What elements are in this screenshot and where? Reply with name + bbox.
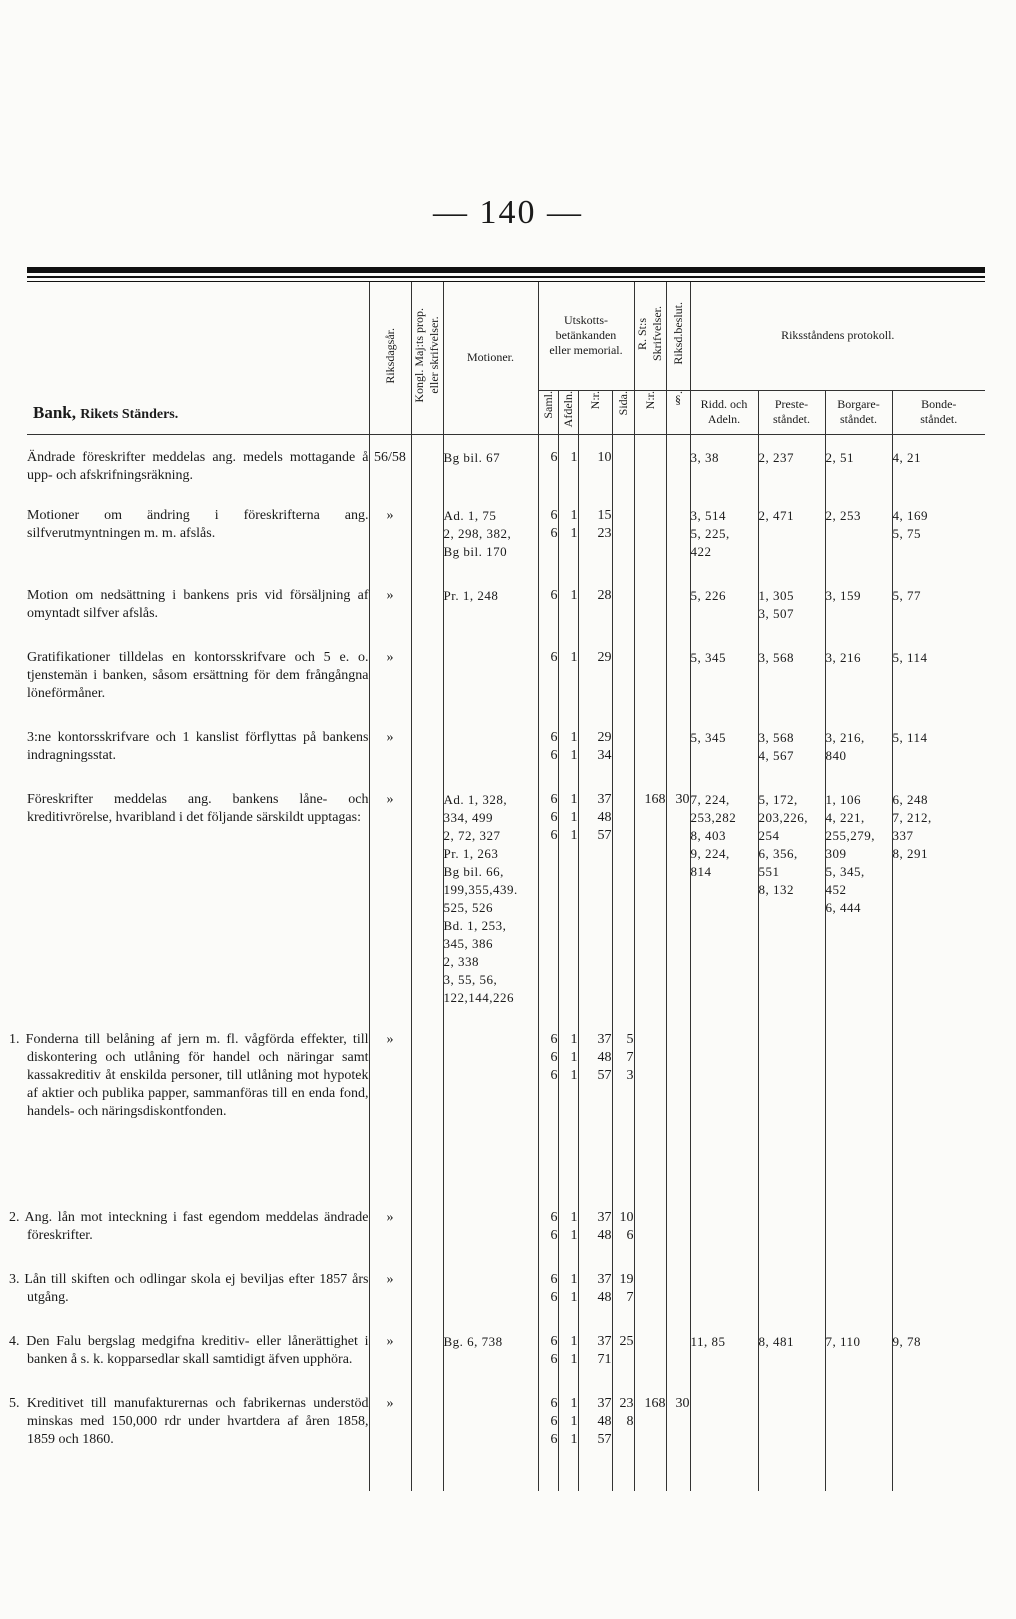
- header-s: §.: [666, 390, 690, 434]
- table-row: [27, 507, 985, 565]
- header-protokoll: Riksståndens protokoll.: [690, 282, 985, 390]
- header-borg: Borgare- ståndet.: [825, 390, 892, 434]
- cell-prest: 1, 305 3, 507: [758, 587, 825, 627]
- cell-s: [666, 729, 690, 769]
- cell-prest: [758, 1031, 825, 1187]
- cell-ridd: [690, 1209, 758, 1249]
- cell-topic: Motion om nedsättning i bankens pris vid försäljning af omyntadt silfver afslås.: [27, 587, 369, 621]
- cell-kongl: [411, 1209, 443, 1249]
- cell-bonde: 5, 114: [892, 729, 985, 769]
- cell-nr: 37 71: [578, 1333, 612, 1373]
- cell-borg: 3, 159: [825, 587, 892, 627]
- header-saml: Saml.: [538, 390, 558, 434]
- cell-mot: Bg. 6, 738: [443, 1333, 538, 1373]
- cell-ridd: [690, 1395, 758, 1473]
- table-row: [27, 1271, 985, 1311]
- cell-rnr: [634, 587, 666, 627]
- cell-year: »: [369, 649, 411, 707]
- cell-topic: 4. Den Falu bergslag medgifna kreditiv- eller lånerättighet i banken å s. k. kopparsedlar skall samtidigt äfven upphöra.: [9, 1333, 369, 1367]
- table-row: [27, 587, 985, 627]
- cell-nr: 29: [578, 649, 612, 707]
- cell-mot: [443, 1271, 538, 1311]
- cell-prest: [758, 1209, 825, 1249]
- header-rsts: R. St:s Skrifvelser.: [634, 282, 666, 390]
- table-row: [27, 649, 985, 707]
- cell-ridd: 5, 345: [690, 729, 758, 769]
- cell-sida: [612, 449, 634, 485]
- cell-topic: 5. Kreditivet till manufakturernas och fabrikernas understöd minskas med 150,000 rdr under hvartdera af åren 1858, 1859 och 1860.: [9, 1395, 369, 1447]
- header-rule-thin: [27, 276, 985, 278]
- cell-afd: 1 1 1: [558, 791, 578, 1009]
- cell-afd: 1: [558, 449, 578, 485]
- cell-nr: 37 48 57: [578, 1031, 612, 1187]
- cell-ridd: 5, 345: [690, 649, 758, 707]
- section-subtitle: Rikets Ständers.: [80, 406, 179, 422]
- table-row: [27, 1395, 985, 1473]
- cell-year: »: [369, 1395, 411, 1473]
- cell-topic: Motioner om ändring i föreskrifterna ang. silfverutmyntningen m. m. afslås.: [27, 507, 369, 541]
- cell-sida: 10 6: [612, 1209, 634, 1249]
- cell-topic: Ändrade föreskrifter meddelas ang. medels mottagande å upp- och afskrifningsräkning.: [27, 449, 369, 483]
- cell-prest: 3, 568 4, 567: [758, 729, 825, 769]
- section-heading: [27, 282, 369, 434]
- cell-s: [666, 1209, 690, 1249]
- cell-rnr: [634, 449, 666, 485]
- cell-ridd: 7, 224, 253,282 8, 403 9, 224, 814: [690, 791, 758, 1009]
- cell-rnr: [634, 1031, 666, 1187]
- cell-kongl: [411, 507, 443, 565]
- cell-ridd: 5, 226: [690, 587, 758, 627]
- cell-bonde: 5, 77: [892, 587, 985, 627]
- cell-kongl: [411, 449, 443, 485]
- cell-saml: 6 6: [538, 1333, 558, 1373]
- cell-afd: 1 1: [558, 729, 578, 769]
- table-row: [27, 791, 985, 1009]
- cell-saml: 6 6: [538, 729, 558, 769]
- table-row: [27, 1209, 985, 1249]
- table-row: [27, 729, 985, 769]
- cell-nr: 10: [578, 449, 612, 485]
- cell-afd: 1: [558, 649, 578, 707]
- header-riksdagsar: Riksdagsår.: [369, 282, 411, 434]
- cell-sida: 19 7: [612, 1271, 634, 1311]
- table-row: [27, 1333, 985, 1373]
- cell-afd: 1 1: [558, 1209, 578, 1249]
- cell-topic: 3:ne kontorsskrifvare och 1 kanslist förflyttas på bankens indragningsstat.: [27, 729, 369, 763]
- header-sida: Sida.: [612, 390, 634, 434]
- cell-nr: 37 48: [578, 1209, 612, 1249]
- cell-nr: 28: [578, 587, 612, 627]
- cell-saml: 6 6 6: [538, 1031, 558, 1187]
- cell-prest: 5, 172, 203,226, 254 6, 356, 551 8, 132: [758, 791, 825, 1009]
- cell-year: »: [369, 587, 411, 627]
- cell-year: »: [369, 791, 411, 1009]
- cell-saml: 6: [538, 649, 558, 707]
- cell-saml: 6 6: [538, 507, 558, 565]
- cell-nr: 29 34: [578, 729, 612, 769]
- cell-mot: [443, 1395, 538, 1473]
- cell-kongl: [411, 1395, 443, 1473]
- cell-ridd: [690, 1031, 758, 1187]
- cell-saml: 6: [538, 449, 558, 485]
- cell-kongl: [411, 791, 443, 1009]
- cell-bonde: 5, 114: [892, 649, 985, 707]
- table-row: [27, 1031, 985, 1187]
- cell-s: [666, 507, 690, 565]
- header-riksd-beslut: Riksd.beslut.: [666, 282, 690, 390]
- cell-rnr: 168: [634, 1395, 666, 1473]
- cell-borg: [825, 1209, 892, 1249]
- cell-year: »: [369, 1031, 411, 1187]
- cell-ridd: 3, 514 5, 225, 422: [690, 507, 758, 565]
- cell-s: [666, 649, 690, 707]
- cell-borg: [825, 1395, 892, 1473]
- cell-prest: [758, 1271, 825, 1311]
- header-nr2: N:r.: [634, 390, 666, 434]
- cell-kongl: [411, 729, 443, 769]
- cell-borg: 7, 110: [825, 1333, 892, 1373]
- cell-ridd: 11, 85: [690, 1333, 758, 1373]
- cell-year: »: [369, 1333, 411, 1373]
- cell-rnr: [634, 507, 666, 565]
- cell-bonde: [892, 1271, 985, 1311]
- header-motioner: Motioner.: [443, 282, 538, 434]
- cell-borg: [825, 1271, 892, 1311]
- cell-topic: Gratifikationer tilldelas en kontorsskrifvare och 5 e. o. tjenstemän i banken, såsom ersättning för dem frångångna löneförmåner.: [27, 649, 369, 701]
- cell-nr: 37 48 57: [578, 791, 612, 1009]
- cell-year: »: [369, 1209, 411, 1249]
- cell-saml: 6 6: [538, 1209, 558, 1249]
- cell-topic: 2. Ang. lån mot inteckning i fast egendom meddelas ändrade föreskrifter.: [9, 1209, 369, 1243]
- cell-year: »: [369, 1271, 411, 1311]
- cell-rnr: [634, 1333, 666, 1373]
- cell-sida: [612, 791, 634, 1009]
- cell-ridd: 3, 38: [690, 449, 758, 485]
- header-prest: Preste- ståndet.: [758, 390, 825, 434]
- cell-bonde: 9, 78: [892, 1333, 985, 1373]
- cell-ridd: [690, 1271, 758, 1311]
- cell-bonde: 4, 169 5, 75: [892, 507, 985, 565]
- cell-bonde: [892, 1395, 985, 1473]
- cell-nr: 37 48 57: [578, 1395, 612, 1473]
- cell-afd: 1 1: [558, 1333, 578, 1373]
- cell-s: 30: [666, 791, 690, 1009]
- cell-rnr: [634, 1271, 666, 1311]
- cell-borg: 2, 253: [825, 507, 892, 565]
- cell-nr: 37 48: [578, 1271, 612, 1311]
- cell-year: »: [369, 729, 411, 769]
- cell-mot: [443, 1031, 538, 1187]
- cell-mot: Pr. 1, 248: [443, 587, 538, 627]
- cell-rnr: [634, 649, 666, 707]
- cell-kongl: [411, 649, 443, 707]
- cell-afd: 1: [558, 587, 578, 627]
- cell-sida: [612, 587, 634, 627]
- cell-prest: 2, 237: [758, 449, 825, 485]
- cell-bonde: [892, 1209, 985, 1249]
- cell-saml: 6 6: [538, 1271, 558, 1311]
- cell-prest: 8, 481: [758, 1333, 825, 1373]
- cell-prest: 3, 568: [758, 649, 825, 707]
- cell-afd: 1 1: [558, 507, 578, 565]
- cell-bonde: [892, 1031, 985, 1187]
- cell-rnr: 168: [634, 791, 666, 1009]
- cell-kongl: [411, 1271, 443, 1311]
- cell-kongl: [411, 1031, 443, 1187]
- cell-sida: 23 8: [612, 1395, 634, 1473]
- cell-borg: 3, 216, 840: [825, 729, 892, 769]
- index-table: [9, 282, 985, 1491]
- cell-kongl: [411, 1333, 443, 1373]
- header-ridd: Ridd. och Adeln.: [690, 390, 758, 434]
- cell-sida: [612, 649, 634, 707]
- cell-afd: 1 1 1: [558, 1031, 578, 1187]
- cell-borg: [825, 1031, 892, 1187]
- header-kongl: Kongl. Maj:ts prop. eller skrifvelser.: [411, 282, 443, 434]
- cell-rnr: [634, 729, 666, 769]
- cell-nr: 15 23: [578, 507, 612, 565]
- cell-bonde: 4, 21: [892, 449, 985, 485]
- cell-sida: 25: [612, 1333, 634, 1373]
- cell-kongl: [411, 587, 443, 627]
- cell-borg: 3, 216: [825, 649, 892, 707]
- cell-mot: Bg bil. 67: [443, 449, 538, 485]
- cell-s: [666, 1031, 690, 1187]
- cell-topic: 1. Fonderna till belåning af jern m. fl. vågförda effekter, till diskontering och utlåning för handel och näringar samt kassakreditiv åt enskilda personer, till utlåning mot hypotek af aktier och publika papper, sammanföras till en enda fond, handels- och näringsdiskontfonden.: [9, 1031, 369, 1119]
- cell-s: [666, 1333, 690, 1373]
- cell-afd: 1 1: [558, 1271, 578, 1311]
- cell-saml: 6 6 6: [538, 791, 558, 1009]
- cell-prest: [758, 1395, 825, 1473]
- cell-mot: [443, 1209, 538, 1249]
- section-title: Bank,: [33, 402, 76, 422]
- cell-mot: Ad. 1, 328, 334, 499 2, 72, 327 Pr. 1, 263 Bg bil. 66, 199,355,439. 525, 526 Bd. 1, 253, 345, 386 2, 338 3, 55, 56, 122,144,226: [443, 791, 538, 1009]
- cell-borg: 2, 51: [825, 449, 892, 485]
- cell-mot: Ad. 1, 75 2, 298, 382, Bg bil. 170: [443, 507, 538, 565]
- cell-saml: 6: [538, 587, 558, 627]
- cell-s: 30: [666, 1395, 690, 1473]
- cell-saml: 6 6 6: [538, 1395, 558, 1473]
- cell-prest: 2, 471: [758, 507, 825, 565]
- cell-year: »: [369, 507, 411, 565]
- cell-topic: 3. Lån till skiften och odlingar skola ej beviljas efter 1857 års utgång.: [9, 1271, 369, 1305]
- cell-sida: [612, 507, 634, 565]
- cell-sida: [612, 729, 634, 769]
- cell-year: 56/58: [369, 449, 411, 485]
- cell-mot: [443, 649, 538, 707]
- cell-s: [666, 1271, 690, 1311]
- header-nr: N:r.: [578, 390, 612, 434]
- page-number: — 140 —: [433, 194, 583, 231]
- cell-bonde: 6, 248 7, 212, 337 8, 291: [892, 791, 985, 1009]
- cell-rnr: [634, 1209, 666, 1249]
- header-bonde: Bonde- ståndet.: [892, 390, 985, 434]
- header-afdeln: Afdeln.: [558, 390, 578, 434]
- cell-topic: Föreskrifter meddelas ang. bankens låne- och kreditivrörelse, hvaribland i det följande särskildt upptagas:: [27, 791, 369, 825]
- header-rule-thick: [27, 267, 985, 273]
- cell-borg: 1, 106 4, 221, 255,279, 309 5, 345, 452 6, 444: [825, 791, 892, 1009]
- cell-sida: 5 7 3: [612, 1031, 634, 1187]
- cell-s: [666, 587, 690, 627]
- header-utskotts: Utskotts- betänkanden eller memorial.: [538, 282, 634, 390]
- cell-afd: 1 1 1: [558, 1395, 578, 1473]
- cell-mot: [443, 729, 538, 769]
- cell-s: [666, 449, 690, 485]
- table-row: [27, 449, 985, 485]
